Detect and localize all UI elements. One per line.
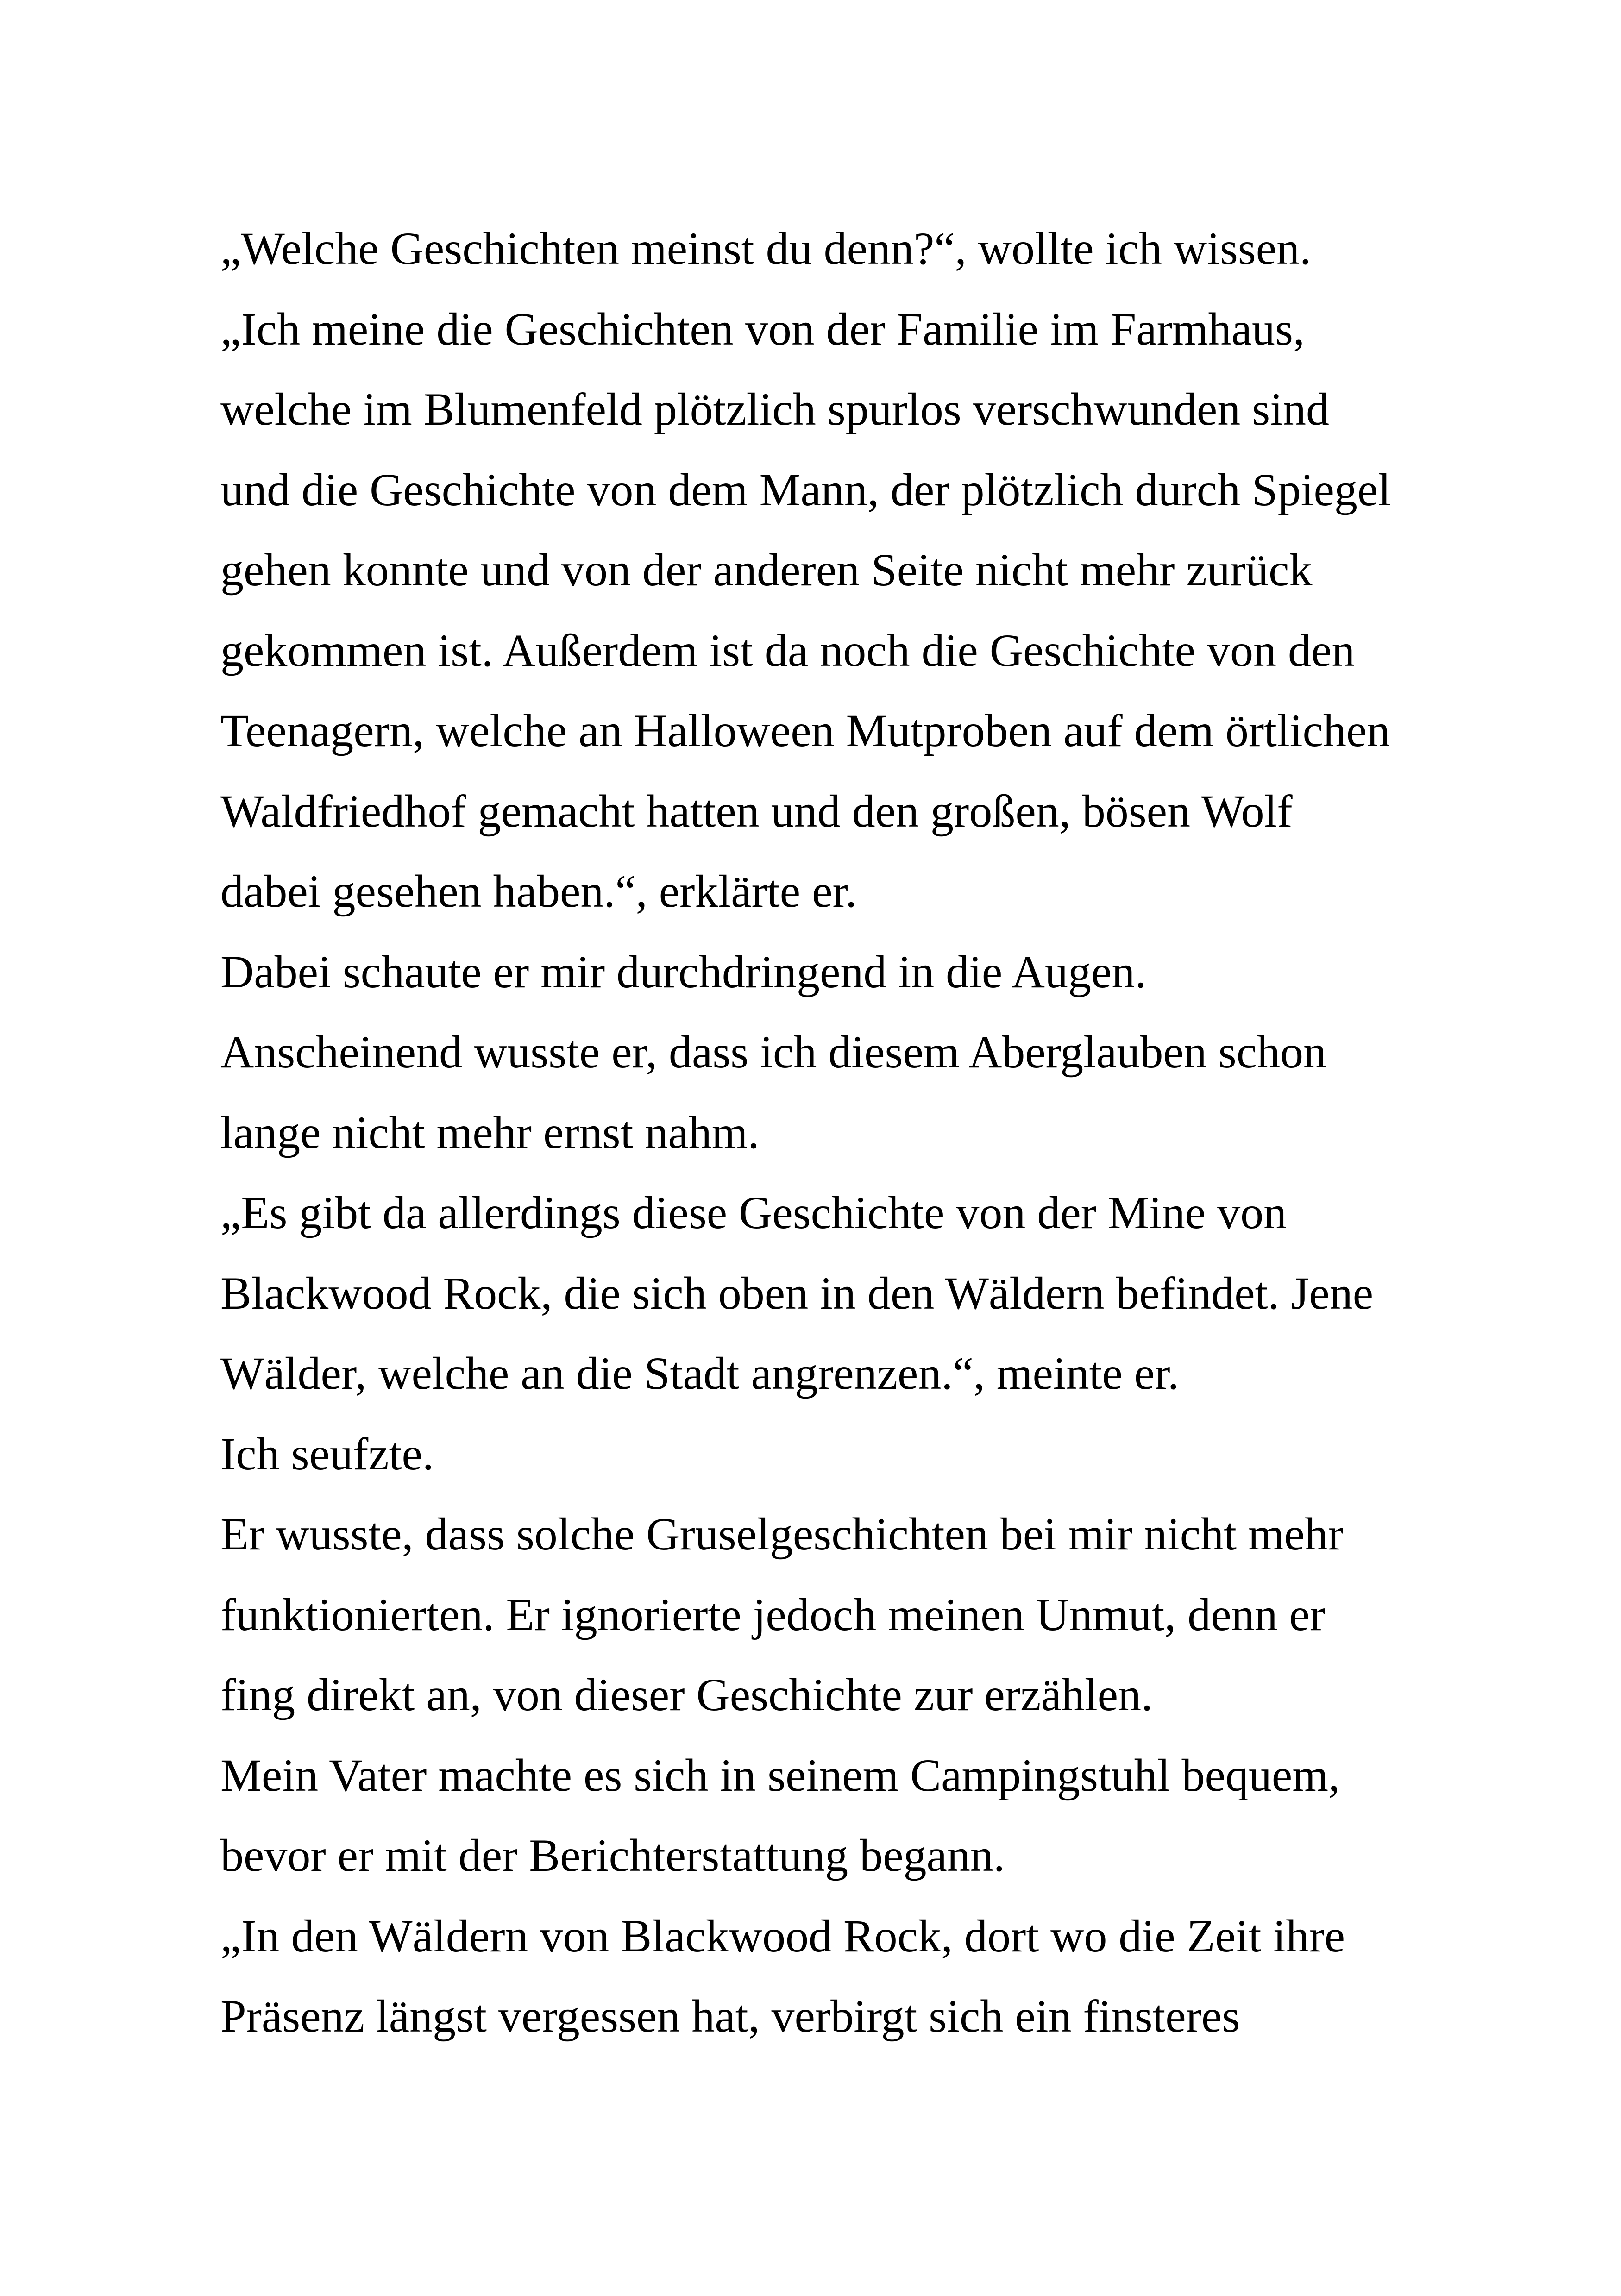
text-line: und die Geschichte von dem Mann, der plötzlich durch Spiegel xyxy=(220,464,1391,515)
text-line: lange nicht mehr ernst nahm. xyxy=(220,1106,760,1158)
text-line: Teenagern, welche an Halloween Mutproben auf dem örtlichen xyxy=(220,705,1390,756)
text-line: Dabei schaute er mir durchdringend in die Augen. xyxy=(220,946,1147,997)
text-line: Anscheinend wusste er, dass ich diesem Aberglauben schon xyxy=(220,1026,1327,1078)
text-line: „Es gibt da allerdings diese Geschichte von der Mine von xyxy=(220,1187,1287,1238)
text-line: funktionierten. Er ignorierte jedoch meinen Unmut, denn er xyxy=(220,1588,1326,1640)
text-line: Präsenz längst vergessen hat, verbirgt sich ein finsteres xyxy=(220,1990,1240,2042)
text-line: „Ich meine die Geschichten von der Familie im Farmhaus, xyxy=(220,303,1305,355)
text-line: fing direkt an, von dieser Geschichte zur erzählen. xyxy=(220,1669,1153,1720)
text-line: dabei gesehen haben.“, erklärte er. xyxy=(220,866,857,917)
text-line: Mein Vater machte es sich in seinem Campingstuhl bequem, xyxy=(220,1749,1340,1801)
text-line: Blackwood Rock, die sich oben in den Wäldern befindet. Jene xyxy=(220,1267,1374,1319)
text-line: Wälder, welche an die Stadt angrenzen.“, meinte er. xyxy=(220,1348,1180,1399)
text-line: Waldfriedhof gemacht hatten und den großen, bösen Wolf xyxy=(220,785,1293,837)
text-line: „In den Wäldern von Blackwood Rock, dort wo die Zeit ihre xyxy=(220,1910,1345,1962)
text-line: „Welche Geschichten meinst du denn?“, wollte ich wissen. xyxy=(220,223,1312,274)
text-line: gehen konnte und von der anderen Seite nicht mehr zurück xyxy=(220,544,1313,596)
text-line: Er wusste, dass solche Gruselgeschichten bei mir nicht mehr xyxy=(220,1508,1344,1560)
text-line: bevor er mit der Berichterstattung begann. xyxy=(220,1830,1005,1881)
text-line: welche im Blumenfeld plötzlich spurlos verschwunden sind xyxy=(220,383,1329,435)
text-line: gekommen ist. Außerdem ist da noch die Geschichte von den xyxy=(220,624,1355,676)
body-text xyxy=(220,208,1494,2057)
text-line: Ich seufzte. xyxy=(220,1428,434,1480)
